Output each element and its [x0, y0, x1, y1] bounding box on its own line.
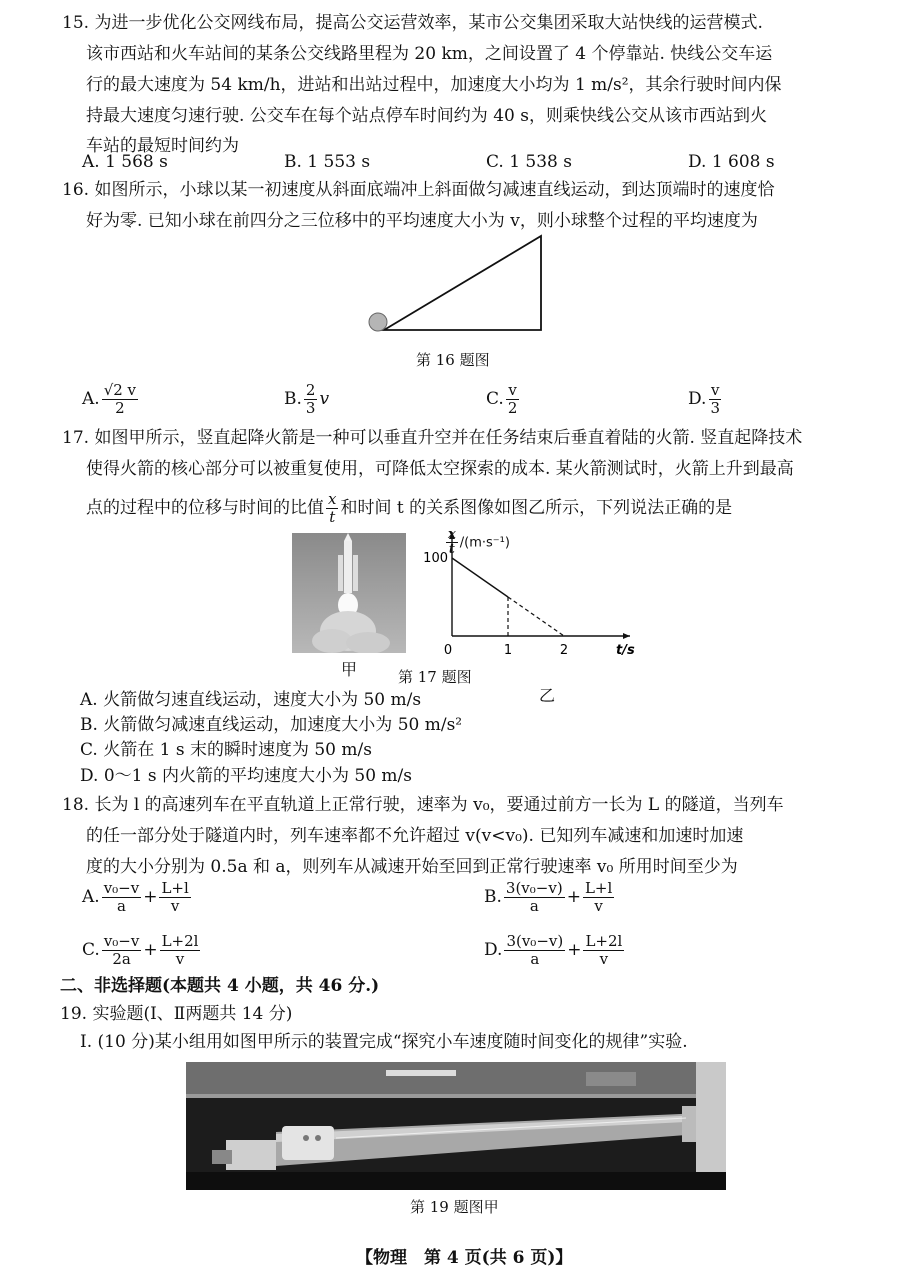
label-jia: 甲 [341, 660, 358, 679]
page-footer: 【物理 第 4 页(共 6 页)】 [356, 1248, 573, 1268]
rocket-body-icon [344, 541, 352, 593]
q16-option-d: D. $\frac{v}{3}$ [688, 381, 720, 417]
q18-line-3: 度的大小分别为 0.5a 和 a，则列车从减速开始至回到正常行驶速率 v₀ 所用时间至少为 [86, 857, 738, 877]
x-tick-label-1: 1 [503, 643, 513, 658]
q16-option-b: B. $\frac{2}{3}$ v [284, 381, 330, 417]
incline-figure [360, 234, 560, 338]
q15-line-5: 车站的最短时间约为 [86, 136, 239, 156]
q19-line-2: Ⅰ. (10 分)某小组用如图甲所示的装置完成“探究小车速度随时间变化的规律”实验. [80, 1032, 688, 1052]
origin-label: 0 [443, 643, 453, 658]
q16-option-c: C. $\frac{v}{2}$ [486, 381, 518, 417]
x-axis-arrow [623, 633, 630, 639]
q16-caption: 第 16 题图 [416, 351, 490, 369]
series-line-solid [452, 558, 508, 597]
q18-line-2: 的任一部分处于隧道内时，列车速率都不允许超过 v(v<v₀). 已知列车减速和加速时加速 [86, 826, 744, 846]
q15-option-b: B. 1 553 s [284, 152, 371, 172]
q18-option-b: B. $\frac{\text{3(v₀−v)}}{a}$ + $\frac{L+l}{v}$ [484, 879, 613, 915]
cart-icon [282, 1126, 334, 1160]
x-tick-label-2: 2 [559, 643, 569, 658]
q17-line-1: 17. 如图甲所示，竖直起降火箭是一种可以垂直升空并在任务结束后垂直着陆的火箭. 竖直起降技术 [62, 428, 803, 448]
apparatus-photo [186, 1062, 726, 1190]
q15-line-1: 15. 为进一步优化公交网线布局，提高公交运营效率，某市公交集团采取大站快线的运营模式. [62, 13, 763, 33]
q17-option-d: D. 0～1 s 内火箭的平均速度大小为 50 m/s [80, 766, 413, 786]
q15-line-3: 行的最大速度为 54 km/h，进站和出站过程中，加速度大小均为 1 m/s²，其余行驶时间内保 [86, 75, 782, 95]
q15-option-a: A. 1 568 s [82, 152, 168, 172]
q17-line-3: 点的过程中的位移与时间的比值 $\frac{x}{t}$ 和时间 t 的关系图像如图乙所示，下列说法正确的是 [86, 490, 733, 526]
label-yi: 乙 [539, 686, 556, 705]
q15-option-d: D. 1 608 s [688, 152, 775, 172]
q18-option-c: C. $\frac{\text{v₀−v}}{2a}$ + $\frac{L+2l}{v}$ [82, 932, 199, 968]
rocket-photo [292, 533, 406, 653]
q17-option-a: A. 火箭做匀速直线运动，速度大小为 50 m/s [80, 690, 422, 710]
x-axis-label: t/s [616, 643, 635, 658]
q15-line-2: 该市西站和火车站间的某条公交线路里程为 20 km，之间设置了 4 个停靠站. 快线公交车运 [86, 44, 773, 64]
section-heading: 二、非选择题(本题共 4 小题，共 46 分.) [60, 976, 380, 996]
q15-line-4: 持最大速度匀速行驶. 公交车在每个站点停车时间约为 40 s，则乘快线公交从该市西站到火 [86, 106, 767, 126]
series-line-dashed [508, 597, 564, 636]
q19-caption: 第 19 题图甲 [410, 1198, 499, 1216]
q17-option-c: C. 火箭在 1 s 末的瞬时速度为 50 m/s [80, 740, 372, 760]
q17-caption: 第 17 题图 [398, 668, 472, 686]
q17-line-2: 使得火箭的核心部分可以被重复使用，可降低太空探索的成本. 某火箭测试时，火箭上升到最高 [86, 459, 794, 479]
q19-line-1: 19. 实验题(Ⅰ、Ⅱ两题共 14 分) [60, 1004, 293, 1024]
q18-option-d: D. $\frac{\text{3(v₀−v)}}{a}$ + $\frac{L+2l}{v}$ [484, 932, 623, 968]
q16-option-a: A. $\frac{√2 v}{2}$ [82, 381, 137, 417]
q15-option-c: C. 1 538 s [486, 152, 573, 172]
q16-line-2: 好为零. 已知小球在前四分之三位移中的平均速度大小为 v，则小球整个过程的平均速度为 [86, 211, 758, 231]
q17-option-b: B. 火箭做匀减速直线运动，加速度大小为 50 m/s² [80, 715, 463, 735]
chart-ylabel: $\frac{x}{t}$ /(m·s⁻¹) [448, 527, 510, 557]
q18-line-1: 18. 长为 l 的高速列车在平直轨道上正常行驶，速率为 v₀，要通过前方一长为 L 的隧道，当列车 [62, 795, 784, 815]
ball-icon [369, 313, 387, 331]
timer-icon [226, 1140, 276, 1170]
q18-option-a: A. $\frac{\text{v₀−v}}{a}$ + $\frac{L+l}{v}$ [82, 879, 189, 915]
q16-line-1: 16. 如图所示，小球以某一初速度从斜面底端冲上斜面做匀减速直线运动，到达顶端时的速度恰 [62, 180, 775, 200]
pulley-icon [682, 1106, 696, 1142]
y-tick-label-100: 100 [423, 551, 448, 566]
incline-triangle [384, 236, 541, 330]
